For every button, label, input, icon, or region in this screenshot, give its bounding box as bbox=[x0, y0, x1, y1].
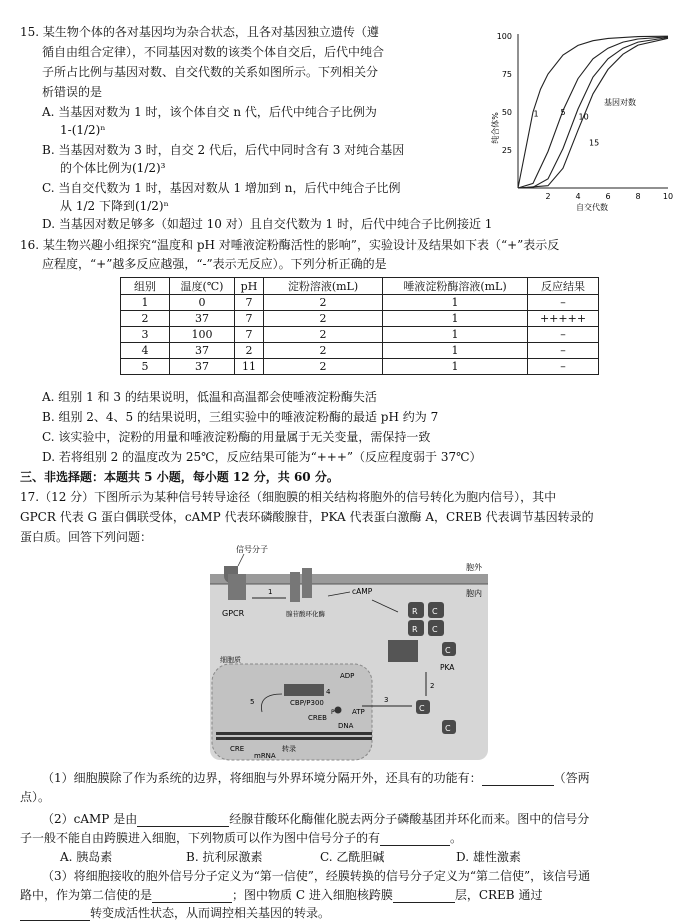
table-cell: 2 bbox=[264, 295, 383, 311]
answer-blank-6[interactable] bbox=[20, 908, 90, 921]
chart-y-tick-label: 25 bbox=[501, 146, 512, 155]
q17-part2-option-d: D. 雄性激素 bbox=[456, 850, 521, 864]
q17-part2-line-2 bbox=[20, 830, 462, 846]
answer-blank-1[interactable] bbox=[482, 773, 554, 786]
q17-part2-period: 。 bbox=[450, 831, 463, 845]
table-cell: 100 bbox=[170, 327, 235, 343]
table-cell: 1 bbox=[383, 327, 528, 343]
table-cell: – bbox=[528, 327, 599, 343]
table-cell: 2 bbox=[264, 311, 383, 327]
table-cell: 37 bbox=[170, 359, 235, 375]
chart-series-label: 1 bbox=[533, 109, 539, 119]
table-cell: 2 bbox=[264, 327, 383, 343]
q15-option-b-cont: 的个体比例为(1/2)³ bbox=[60, 161, 166, 175]
q17-part3-mid: ；图中物质 C 进入细胞核跨膜 bbox=[232, 888, 393, 902]
arrow-1-label: 1 bbox=[268, 588, 273, 596]
signal-pathway-diagram bbox=[202, 544, 494, 762]
q15-line-2: 循自由组合定律），不同基因对数的该类个体自交后，后代中纯合 bbox=[42, 45, 385, 59]
table-row bbox=[121, 359, 599, 375]
chart-y-tick-label: 50 bbox=[501, 108, 512, 117]
chart-x-tick-label: 4 bbox=[575, 192, 581, 201]
dna-strand bbox=[216, 737, 372, 740]
chart-ylabel: 纯合体% bbox=[491, 112, 500, 144]
q17-part3-text: 路中，作为第二信使的是 bbox=[20, 888, 153, 902]
table-header-row bbox=[121, 278, 599, 295]
arrow-3-label: 3 bbox=[384, 696, 389, 704]
table-cell: 2 bbox=[235, 343, 264, 359]
chart-series-label: 15 bbox=[589, 138, 600, 148]
table-cell: 7 bbox=[235, 327, 264, 343]
q15-option-d: D. 当基因对数足够多（如超过 10 对）且自交代数为 1 时，后代中纯合子比例接近 1 bbox=[42, 217, 493, 231]
q17-part1-end: 点）。 bbox=[20, 790, 51, 804]
table-header-cell: 温度(℃) bbox=[170, 278, 235, 295]
label-signal-molecule: 信号分子 bbox=[236, 545, 268, 554]
chart-x-tick-label: 10 bbox=[662, 192, 674, 201]
homozygote-chart bbox=[480, 28, 680, 218]
phosphate-group bbox=[335, 707, 342, 714]
pka-c-label: C bbox=[432, 607, 438, 616]
q16-option-c: C. 该实验中，淀粉的用量和唾液淀粉酶的用量属于无关变量，需保持一致 bbox=[42, 430, 431, 444]
c-subunit-label: C bbox=[419, 704, 425, 713]
q15-line-1: 15. 某生物个体的各对基因均为杂合状态，且各对基因独立遗传（遵 bbox=[20, 25, 379, 39]
table-header-cell: 组别 bbox=[121, 278, 170, 295]
chart-y-tick-label: 75 bbox=[501, 70, 512, 79]
table-cell: 5 bbox=[121, 359, 170, 375]
label-mrna: mRNA bbox=[254, 752, 276, 760]
chart-xlabel: 自交代数 bbox=[576, 203, 608, 212]
table-row bbox=[121, 327, 599, 343]
cell-membrane bbox=[210, 574, 488, 584]
cbp-p300-shape bbox=[284, 684, 324, 696]
q17-part2-text-2: 子一般不能自由跨膜进入细胞，下列物质可以作为图中信号分子的有 bbox=[20, 831, 381, 845]
label-pka: PKA bbox=[440, 663, 455, 672]
label-outside: 胞外 bbox=[466, 563, 482, 572]
q16-option-d: D. 若将组别 2 的温度改为 25℃，反应结果可能为“+++”（反应程度弱于 37℃） bbox=[42, 450, 482, 464]
gpcr-shape bbox=[228, 574, 246, 600]
chart-x-tick-label: 2 bbox=[545, 192, 551, 201]
arrow-4-label: 4 bbox=[326, 688, 331, 696]
c-subunit-label: C bbox=[445, 646, 451, 655]
q15-option-c-cont: 从 1/2 下降到(1/2)ⁿ bbox=[60, 199, 169, 213]
table-header-cell: 反应结果 bbox=[528, 278, 599, 295]
q17-part3-line-3 bbox=[20, 905, 330, 921]
dna-strand bbox=[216, 732, 372, 735]
answer-blank-5[interactable] bbox=[393, 890, 455, 903]
q17-part1-tail: （答两 bbox=[553, 771, 590, 785]
table-header-cell: pH bbox=[235, 278, 264, 295]
table-row bbox=[121, 295, 599, 311]
q15-line-4: 析错误的是 bbox=[42, 85, 103, 99]
table-cell: 3 bbox=[121, 327, 170, 343]
table-cell: 1 bbox=[383, 295, 528, 311]
chart-y-tick-label: 100 bbox=[496, 32, 512, 41]
table-cell: 2 bbox=[264, 343, 383, 359]
q17-part1-text: （1）细胞膜除了作为系统的边界，将细胞与外界环境分隔开外，还具有的功能有： bbox=[42, 771, 482, 785]
table-cell: 1 bbox=[121, 295, 170, 311]
pka-c-label: C bbox=[432, 625, 438, 634]
table-cell: 37 bbox=[170, 343, 235, 359]
label-cre: CRE bbox=[230, 745, 245, 753]
q16-option-a: A. 组别 1 和 3 的结果说明，低温和高温都会使唾液淀粉酶失活 bbox=[42, 390, 377, 404]
label-adp: ADP bbox=[340, 672, 355, 680]
table-cell: – bbox=[528, 343, 599, 359]
table-row bbox=[121, 311, 599, 327]
q17-part3-tail: 层，CREB 通过 bbox=[454, 888, 543, 902]
q17-part3-end: 转变成活性状态，从而调控相关基因的转录。 bbox=[90, 906, 331, 920]
label-cytoplasm: 细胞质 bbox=[220, 656, 241, 664]
q15-option-c: C. 当自交代数为 1 时，基因对数从 1 增加到 n，后代中纯合子比例 bbox=[42, 181, 401, 195]
table-cell: 7 bbox=[235, 295, 264, 311]
q15-option-a-cont: 1-(1/2)ⁿ bbox=[60, 123, 106, 137]
pka-r-label: R bbox=[412, 625, 418, 634]
q16-line-1: 16. 某生物兴趣小组探究“温度和 pH 对唾液淀粉酶活性的影响”，实验设计及结果如下表（“+”表示反 bbox=[20, 238, 560, 252]
q17-part2-line-1 bbox=[42, 811, 589, 827]
chart-x-tick-label: 6 bbox=[605, 192, 611, 201]
answer-blank-2[interactable] bbox=[137, 814, 229, 827]
table-row bbox=[121, 343, 599, 359]
table-cell: 2 bbox=[121, 311, 170, 327]
q17-part3-line-1: （3）将细胞接收的胞外信号分子定义为“第一信使”，经膜转换的信号分子定义为“第二信使”，该信号通 bbox=[42, 869, 591, 883]
r-subunits-cluster bbox=[388, 640, 418, 662]
table-header-cell: 唾液淀粉酶溶液(mL) bbox=[383, 278, 528, 295]
table-cell: 2 bbox=[264, 359, 383, 375]
pka-r-label: R bbox=[412, 607, 418, 616]
answer-blank-4[interactable] bbox=[152, 890, 232, 903]
q17-part2-tail: 经腺苷酸环化酶催化脱去两分子磷酸基团并环化而来。图中的信号分 bbox=[229, 812, 590, 826]
experiment-table bbox=[120, 277, 599, 375]
table-cell: 1 bbox=[383, 343, 528, 359]
label-cbp: CBP/P300 bbox=[290, 699, 324, 707]
q17-part2-option-a: A. 胰岛素 bbox=[60, 850, 113, 864]
q17-part3-line-2 bbox=[20, 887, 542, 903]
q17-line-3: 蛋白质。回答下列问题： bbox=[20, 530, 153, 544]
arrow-2-label: 2 bbox=[430, 682, 435, 690]
q15-option-b: B. 当基因对数为 3 时，自交 2 代后，后代中同时含有 3 对纯合基因 bbox=[42, 143, 405, 157]
table-cell: 1 bbox=[383, 359, 528, 375]
chart-series-15 bbox=[518, 38, 668, 188]
table-cell: 7 bbox=[235, 311, 264, 327]
table-cell: 0 bbox=[170, 295, 235, 311]
c-subunit-label: C bbox=[445, 724, 451, 733]
table-cell: 1 bbox=[383, 311, 528, 327]
table-cell: 37 bbox=[170, 311, 235, 327]
label-atp: ATP bbox=[352, 708, 365, 716]
chart-series-label: 5 bbox=[560, 108, 566, 118]
chart-series-5 bbox=[518, 37, 668, 188]
table-cell: 11 bbox=[235, 359, 264, 375]
label-camp: cAMP bbox=[352, 587, 373, 596]
q17-line-1: 17.（12 分）下图所示为某种信号转导途径（细胞膜的相关结构将胞外的信号转化为胞内信号），其中 bbox=[20, 490, 557, 504]
arrow-5-label: 5 bbox=[250, 698, 255, 706]
table-cell: +++++ bbox=[528, 311, 599, 327]
phosphate-label: P bbox=[331, 709, 335, 716]
label-creb: CREB bbox=[308, 714, 327, 722]
label-transcription: 转录 bbox=[282, 745, 296, 753]
q17-part1-line bbox=[42, 770, 590, 786]
chart-x-tick-label: 8 bbox=[635, 192, 641, 201]
section-3-heading: 三、非选择题：本题共 5 小题，每小题 12 分，共 60 分。 bbox=[20, 470, 339, 484]
q17-part2-text: （2）cAMP 是由 bbox=[42, 812, 138, 826]
signal-pointer bbox=[238, 554, 244, 566]
q15-line-3: 子所占比例与基因对数、自交代数的关系如图所示。下列相关分 bbox=[42, 65, 379, 79]
q15-option-a: A. 当基因对数为 1 时，该个体自交 n 代，后代中纯合子比例为 bbox=[42, 105, 377, 119]
label-dna: DNA bbox=[338, 722, 354, 730]
label-gpcr: GPCR bbox=[222, 609, 245, 618]
table-cell: – bbox=[528, 295, 599, 311]
label-inside: 胞内 bbox=[466, 589, 482, 598]
q17-line-2: GPCR 代表 G 蛋白偶联受体，cAMP 代表环磷酸腺苷，PKA 代表蛋白激酶 A，CREB 代表调节基因转录的 bbox=[20, 510, 594, 524]
table-cell: – bbox=[528, 359, 599, 375]
table-cell: 4 bbox=[121, 343, 170, 359]
q16-line-2: 应程度，“+”越多反应越强，“-”表示无反应）。下列分析正确的是 bbox=[42, 257, 387, 271]
q16-option-b: B. 组别 2、4、5 的结果说明，三组实验中的唾液淀粉酶的最适 pH 约为 7 bbox=[42, 410, 439, 424]
chart-legend-title: 基因对数 bbox=[604, 98, 636, 107]
chart-series-10 bbox=[518, 38, 668, 189]
q17-part2-option-c: C. 乙酰胆碱 bbox=[320, 850, 385, 864]
label-enzyme: 腺苷酸环化酶 bbox=[286, 610, 325, 618]
answer-blank-3[interactable] bbox=[380, 833, 450, 846]
table-header-cell: 淀粉溶液(mL) bbox=[264, 278, 383, 295]
q17-part2-option-b: B. 抗利尿激素 bbox=[186, 850, 263, 864]
chart-series-label: 10 bbox=[578, 112, 589, 122]
